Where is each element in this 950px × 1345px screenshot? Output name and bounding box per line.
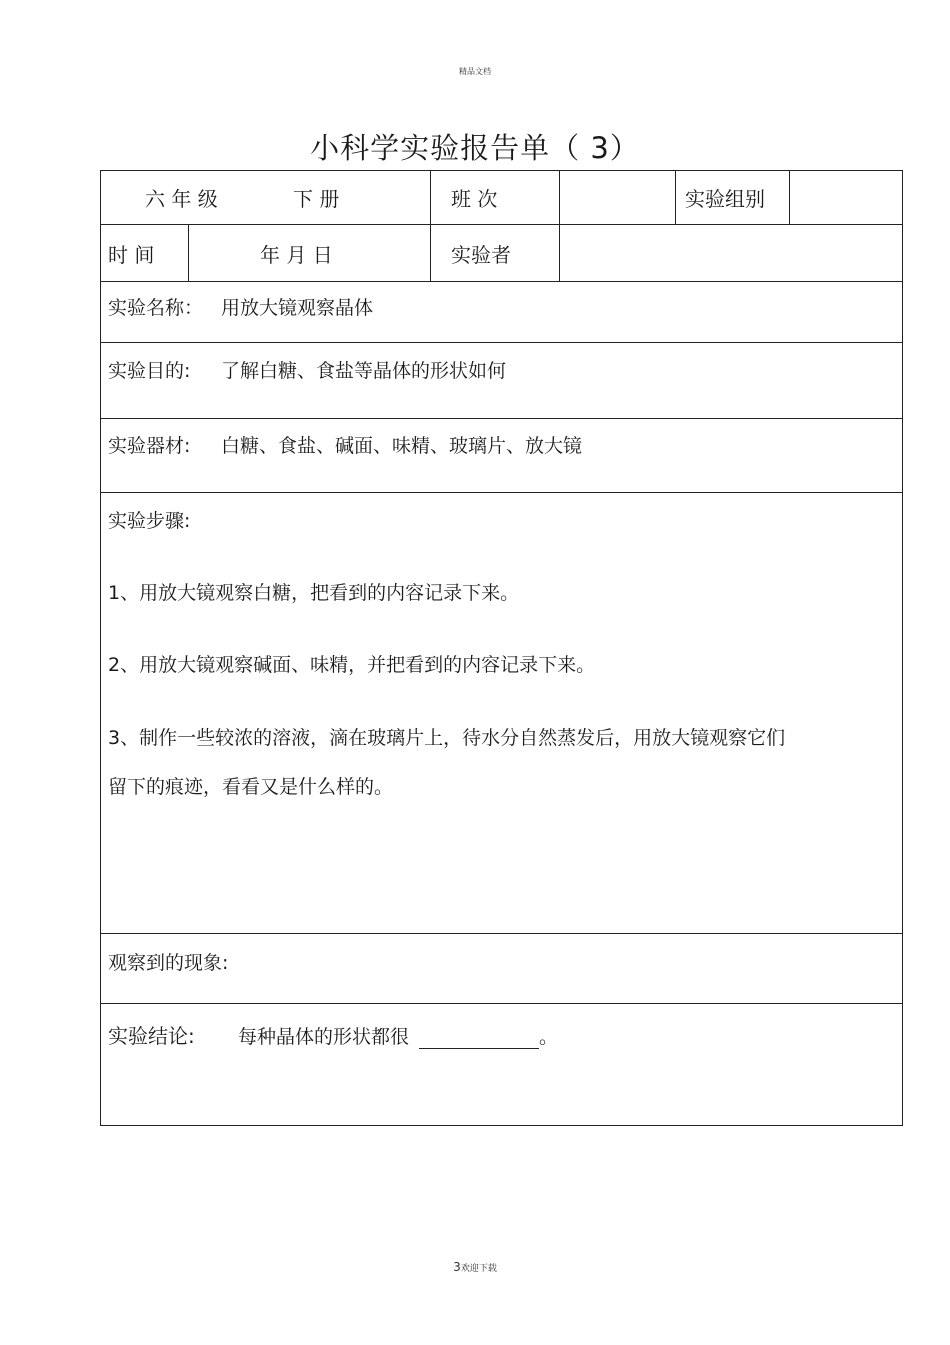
grade-label: 六 年 级 xyxy=(145,187,218,211)
conclusion-sentence xyxy=(238,1022,558,1049)
col-divider xyxy=(789,170,790,224)
step-3-line-1: 3、制作一些较浓的溶液，滴在玻璃片上，待水分自然蒸发后，用放大镜观察它们 xyxy=(108,727,786,749)
row-divider xyxy=(100,281,903,282)
experimenter-label: 实验者 xyxy=(451,243,511,267)
experiment-name-value: 用放大镜观察晶体 xyxy=(221,297,374,319)
table-border-left xyxy=(100,170,101,1126)
col-divider xyxy=(559,224,560,281)
purpose-label: 实验目的: xyxy=(108,360,191,382)
conclusion-value: 每种晶体的形状都很 xyxy=(238,1026,410,1048)
experiment-name-label: 实验名称： xyxy=(108,297,204,319)
answer-blank[interactable] xyxy=(419,1028,539,1049)
step-1: 1、用放大镜观察白糖，把看到的内容记录下来。 xyxy=(108,582,520,604)
table-border-bottom xyxy=(100,1125,903,1126)
step-3-line-2: 留下的痕迹，看看又是什么样的。 xyxy=(108,776,394,798)
row-divider xyxy=(100,933,903,934)
time-label: 时 间 xyxy=(108,243,155,267)
col-divider xyxy=(559,170,560,224)
row-divider xyxy=(100,1003,903,1004)
materials-label: 实验器材: xyxy=(108,435,191,457)
header-note: 精品文档 xyxy=(459,67,491,76)
col-divider xyxy=(430,170,431,224)
row-divider xyxy=(100,492,903,493)
col-divider xyxy=(188,224,189,281)
step-2: 2、用放大镜观察碱面、味精，并把看到的内容记录下来。 xyxy=(108,654,596,676)
row-divider xyxy=(100,418,903,419)
date-field: 年 月 日 xyxy=(260,243,333,267)
footer-text: 欢迎下载 xyxy=(460,1264,497,1274)
steps-label: 实验步骤: xyxy=(108,510,191,532)
volume-label: 下 册 xyxy=(293,187,340,211)
table-border-right xyxy=(902,170,903,1126)
page-number: 3 xyxy=(453,1260,461,1274)
materials-value: 白糖、食盐、碱面、味精、玻璃片、放大镜 xyxy=(221,435,583,457)
purpose-value: 了解白糖、食盐等晶体的形状如何 xyxy=(221,360,507,382)
page-footer xyxy=(0,1260,950,1274)
col-divider xyxy=(430,224,431,281)
class-label: 班 次 xyxy=(451,187,498,211)
row-divider xyxy=(100,224,903,225)
observation-label: 观察到的现象: xyxy=(108,952,229,974)
col-divider xyxy=(675,170,676,224)
row-divider xyxy=(100,342,903,343)
conclusion-label: 实验结论: xyxy=(108,1024,195,1048)
table-border-top xyxy=(100,170,903,171)
group-label: 实验组别 xyxy=(685,187,765,211)
page-title: 小科学实验报告单（ 3） xyxy=(310,131,640,165)
conclusion-period: 。 xyxy=(539,1026,559,1048)
